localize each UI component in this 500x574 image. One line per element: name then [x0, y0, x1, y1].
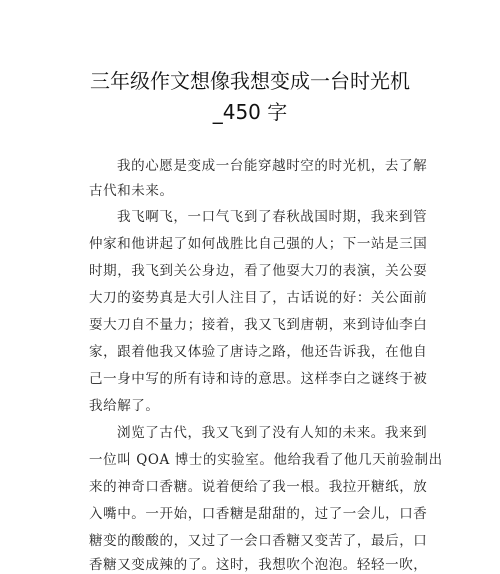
body-line: 我的心愿是变成一台能穿越时空的时光机，去了解: [117, 158, 428, 174]
body-line: 浏览了古代，我又飞到了没有人知的未来。我来到: [117, 425, 428, 441]
body-line: 耍大刀自不量力；接着，我又飞到唐朝，来到诗仙李白: [89, 317, 428, 333]
body-line: 糖变的酸酸的，又过了一会口香糖又变苦了，最后，口: [89, 533, 428, 549]
body-line: 古代和未来。: [89, 183, 174, 199]
body-line: 我飞啊飞，一口气飞到了春秋战国时期，我来到管: [117, 209, 428, 225]
body-line: 大刀的姿势真是大引人注目了，古话说的好：关公面前: [89, 290, 428, 306]
body-line: 香糖又变成辣的了。这时，我想吹个泡泡。轻轻一吹，: [89, 557, 428, 573]
document-title: 三年级作文想像我想变成一台时光机: [90, 69, 410, 93]
body-line: 己一身中写的所有诗和诗的意思。这样李白之谜终于被: [89, 371, 428, 387]
body-line: 仲家和他讲起了如何战胜比自己强的人；下一站是三国: [89, 236, 428, 252]
body-line: 我给解了。: [89, 398, 160, 414]
body-line: 时期，我飞到关公身边，看了他耍大刀的表演，关公耍: [89, 263, 428, 279]
body-line: 入嘴中。一开始，口香糖是甜甜的，过了一会儿，口香: [89, 506, 428, 522]
body-line: 一位叫 QOA 博士的实验室。他给我看了他几天前验制出: [89, 452, 443, 468]
document-title-suffix: _450 字: [212, 100, 288, 124]
body-line: 来的神奇口香糖。说着便给了我一根。我拉开糖纸，放: [89, 479, 428, 495]
body-line: 家，跟着他我又体验了唐诗之路，他还告诉我，在他自: [89, 344, 428, 360]
